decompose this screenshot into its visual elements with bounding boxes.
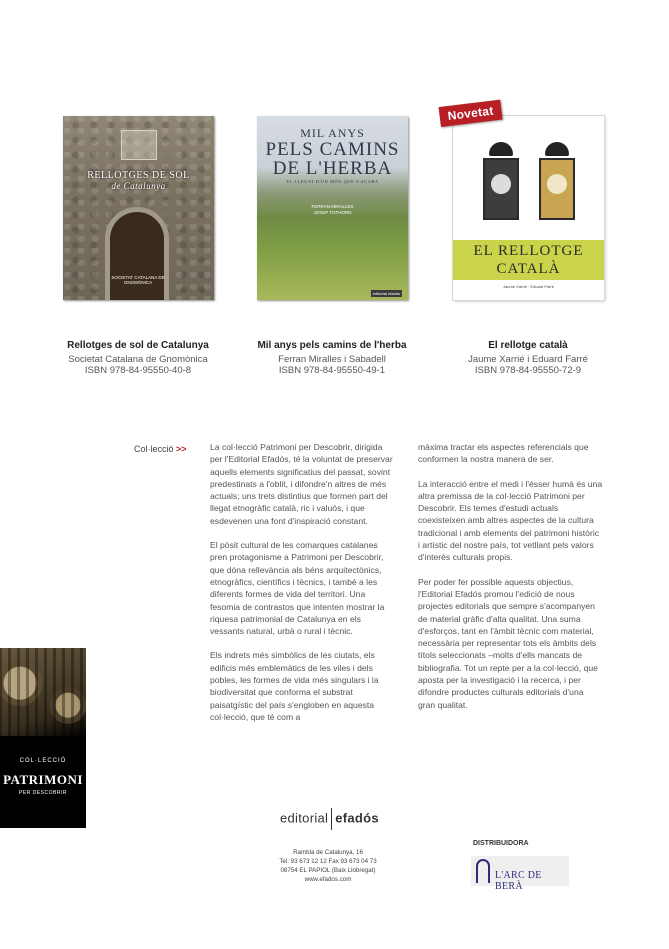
book-isbn: ISBN 978-84-95550-72-9 — [474, 365, 582, 376]
publisher-logo-part1: editorial — [280, 810, 329, 826]
book-isbn: ISBN 978-84-95550-49-1 — [278, 365, 386, 376]
book-title[interactable]: Mil anys pels camins de l'herba — [257, 340, 407, 351]
paragraph: La interacció entre el medi i l'ésser humà és una altra premissa de la col·lecció Patrimoni per Descobrir. Els temes d'estudi actuals coexisteixen amb altres aspectes de la cultura tradicional i amb elements del patrimoni històric i artístic del nostre país, tot vetllant pels valors d'interès culturals propis. — [418, 478, 603, 563]
paragraph: El pòsit cultural de les comarques catalanes pren protagonisme a Patrimoni per Descobrir, que dóna rellevància als béns arquitectònics, etnogràfics, científics i tècnics, i també a les diferents formes de vida del territori. Una fesomia de contrastos que intenten mostrar la riquesa patrimonial de Catalunya en els vessants natural, urbà o rural i tècnic. — [210, 540, 385, 637]
book-caption-1 — [43, 340, 233, 377]
cover2-authors — [257, 204, 408, 216]
cover2-title — [257, 126, 408, 186]
collection-cover-label: COL·LECCIÓ — [19, 758, 67, 764]
website-link[interactable]: www.efados.com — [304, 876, 352, 883]
arch-icon — [476, 859, 490, 883]
book-caption-2 — [237, 340, 427, 377]
book-author: Ferran Miralles i Sabadell — [278, 353, 386, 365]
clock-graphic-left — [483, 142, 519, 224]
door-graphic — [110, 212, 164, 300]
cover3-authors: Jaume Xarrié · Eduard Farré — [503, 284, 554, 289]
cover2-title-line2: PELS CAMINS — [265, 139, 400, 160]
cover1-title — [63, 170, 214, 192]
paragraph: màxima tractar els aspectes referencials que conformen la nostra manera de ser. — [418, 442, 589, 465]
publisher-logo — [280, 808, 379, 830]
book-cover-rellotges-de-sol[interactable] — [63, 116, 214, 300]
cover1-subtitle: de Catalunya — [111, 181, 166, 191]
collection-cover — [0, 648, 86, 828]
paragraph: Els indrets més simbòlics de les ciutats, els edificis més emblemàtics de les viles i dels pobles, les formes de vida més singulars i la biodiversitat que conforma el substrat paisatgístic del país s'engloben en aquesta col·lecció, que té com a — [210, 650, 379, 722]
book-title[interactable]: El rellotge català — [488, 340, 568, 351]
novetat-badge: Novetat — [439, 100, 503, 127]
book-caption-3 — [433, 340, 623, 377]
cover3-title — [453, 240, 604, 280]
arrow-icon: >> — [176, 444, 187, 454]
publisher-address — [263, 848, 393, 884]
gear-graphic — [0, 648, 86, 736]
publisher-logo-part2: efadós — [335, 810, 379, 826]
cover2-author2: JOSEP TOTHORN — [313, 210, 352, 215]
cover3-title-line1: EL RELLOTGE — [473, 243, 584, 259]
book-cover-mil-anys[interactable] — [257, 116, 408, 300]
distributor-name: L'ARC DE BERÀ — [495, 870, 542, 892]
book-author: Societat Catalana de Gnomònica — [68, 353, 208, 365]
text-column-right — [418, 441, 603, 723]
sundial-graphic — [121, 130, 157, 160]
paragraph: La col·lecció Patrimoni per Descobrir, dirigida per l'Editorial Efadós, té la voluntat de preservar aquells elements significatius del passat, sovint predestinats a l'oblit, i difondre'n altres de més actuals; uns trets distintius que formen part del llegat etnogràfic català, ric i valuós, i que esdevenen una font d'inspiració constant. — [210, 442, 393, 526]
address-line: Rambla de Catalunya, 16 — [293, 849, 363, 856]
distributor-label: DISTRIBUIDORA — [473, 840, 529, 847]
cover2-title-line1: MIL ANYS — [300, 126, 365, 140]
cover2-title-line3: DE L'HERBA — [272, 158, 393, 179]
cover2-author: FERRAN MIRALLES — [311, 204, 354, 209]
collection-cover-title: PATRIMONI — [3, 772, 83, 787]
book-author: Jaume Xarrié i Eduard Farré — [468, 353, 588, 365]
cover3-title-line2: CATALÀ — [496, 261, 561, 277]
cover2-publisher: editorial efadós — [372, 291, 400, 296]
text-column-left — [210, 441, 395, 735]
cover2-subtitle: EL LLEGAT D'UN MÓN QUE S'ACABA — [286, 179, 379, 184]
collection-heading — [134, 444, 187, 454]
distributor-logo — [471, 856, 569, 892]
collection-label: Col·lecció — [134, 444, 174, 454]
book-title[interactable]: Rellotges de sol de Catalunya — [67, 340, 209, 351]
book-cover-rellotge-catala[interactable] — [453, 116, 604, 300]
book-isbn: ISBN 978-84-95550-40-8 — [84, 365, 192, 376]
collection-cover-subtitle: PER DESCOBRIR — [19, 790, 67, 796]
phone-line: Tel. 93 673 12 12 Fax 93 673 04 73 — [279, 858, 377, 865]
paragraph: Per poder fer possible aquests objectius, l'Editorial Efadós promou l'edició de nous projectes editorials que sempre s'acompanyen de material gràfic d'alta qualitat. Una suma d'esforços, tant en l'àmbit tècnic com material, necessària per representar tots els àmbits dels títols seleccionats –molts d'ells mancats de bibliografia. Tot un repte per a la col·lecció, que aposta per la investigació i la recerca, i per difondre productes culturals editorials d'una gran qualitat. — [418, 576, 598, 710]
cover1-title-text: RELLOTGES DE SOL — [87, 170, 190, 181]
cover1-label: SOCIETAT CATALANA DE GNOMÒNICA — [111, 275, 165, 285]
clock-graphic-right — [539, 142, 575, 224]
address-line: 08754 EL PAPIOL (Baix Llobregat) — [280, 867, 376, 874]
